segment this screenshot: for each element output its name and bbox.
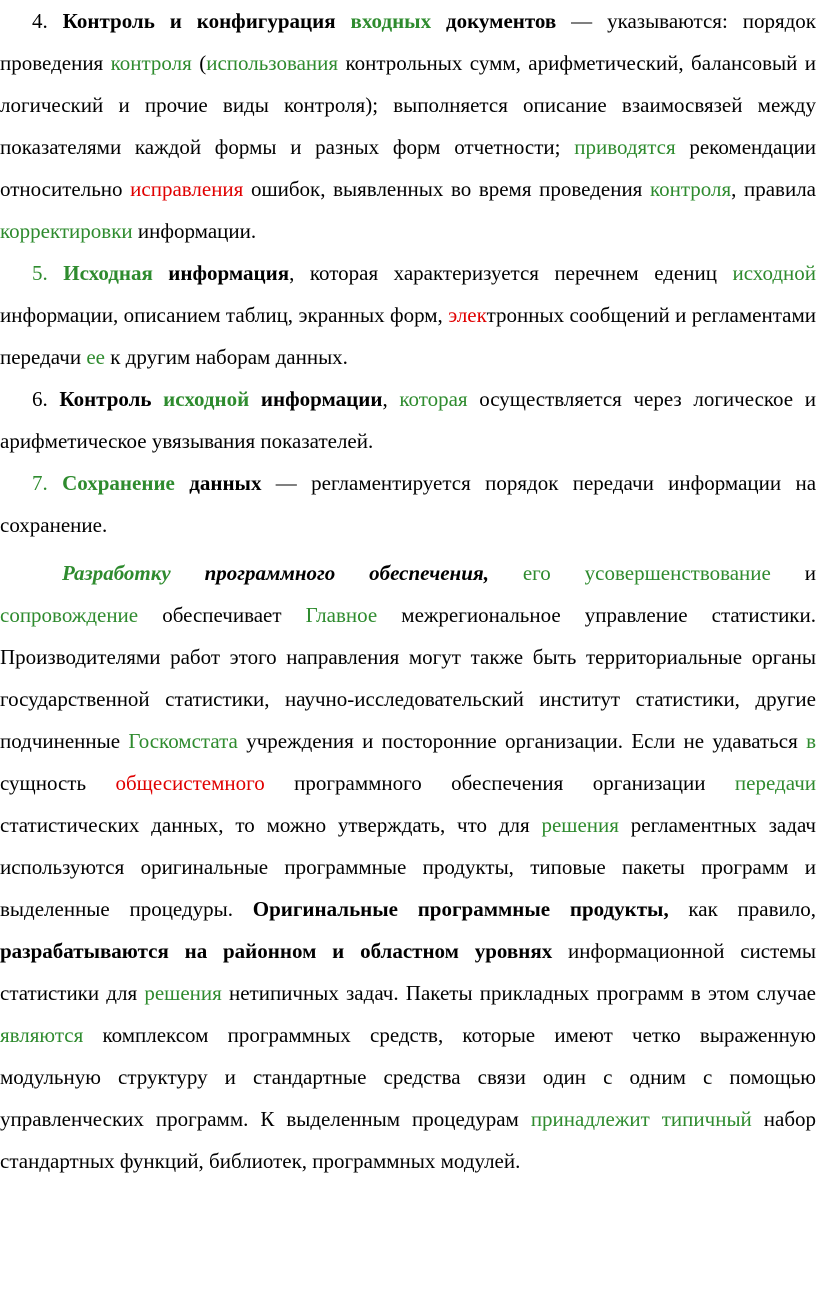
text-run: принадлежит [530, 1107, 650, 1131]
text-run: к другим наборам данных. [104, 345, 348, 369]
text-run: регламентных задач используются оригинальные программные продукты, типовые пакеты программ и выделенные процедуры. [0, 813, 816, 921]
text-run: корректировки [0, 219, 133, 243]
text-run [650, 1107, 662, 1131]
text-run: общесистемного [115, 771, 265, 795]
text-run: Разработку [62, 561, 171, 585]
text-run: — указываются: порядок проведения [0, 9, 816, 75]
text-run: которая [399, 387, 468, 411]
text-run: и [770, 561, 816, 585]
text-run: осуществляется через логическое и арифметическое увязывания показателей. [0, 387, 816, 453]
list-number: 4. [32, 9, 63, 33]
list-number: 7. [32, 471, 63, 495]
text-run: решения [144, 981, 222, 1005]
text-run: Контроль [59, 387, 164, 411]
text-run: межрегиональное управление статистики. Производителями работ этого направления могут также быть территориальные органы государственной статистики, научно-исследовательский институт статистики, другие подчиненные [0, 603, 816, 753]
list-item-5 [0, 252, 816, 378]
text-run: Госкомстата [128, 729, 238, 753]
text-run: его усовершенствование [522, 561, 771, 585]
text-run: Главное [305, 603, 378, 627]
text-run: программного обеспечения, [170, 561, 489, 585]
text-run: разрабатываются на районном и областном уровнях [0, 939, 553, 963]
text-run: передачи [734, 771, 816, 795]
text-run: , правила [731, 177, 816, 201]
text-run: входных [350, 9, 432, 33]
text-run: исправления [130, 177, 244, 201]
text-run: тронных сообщений и регламентами передачи [0, 303, 816, 369]
text-run: информационной системы статистики для [0, 939, 816, 1005]
text-run: обеспечивает [138, 603, 306, 627]
text-run: решения [541, 813, 619, 837]
text-run: ошибок, выявленных во время проведения [243, 177, 650, 201]
text-run: — регламентируется порядок передачи информации на сохранение. [0, 471, 816, 537]
text-run: информации, описанием таблиц, экранных форм, [0, 303, 449, 327]
text-run: использования [206, 51, 339, 75]
text-run: , [382, 387, 400, 411]
text-run: ( [191, 51, 207, 75]
text-run: Контроль и конфигурация [62, 9, 351, 33]
text-run: , которая характеризуется перечнем едениц [289, 261, 733, 285]
text-run: документов [431, 9, 557, 33]
text-run: учреждения и посторонние организации. Если не удаваться [237, 729, 807, 753]
text-run: комплексом программных средств, которые имеют четко выраженную модульную структуру и стандартные средства связи один с одним с помощью управленческих программ. К выделенным процедурам [0, 1023, 816, 1131]
text-run: информации. [132, 219, 257, 243]
text-run: являются [0, 1023, 84, 1047]
text-run: Сохранение [62, 471, 175, 495]
text-run: Оригинальные программные продукты, [252, 897, 669, 921]
text-run: контроля [110, 51, 192, 75]
list-item-6 [0, 378, 816, 462]
body-paragraph [0, 552, 816, 1182]
text-run: в [806, 729, 816, 753]
text-run: сопровождение [0, 603, 139, 627]
text-run: программного обеспечения организации [264, 771, 735, 795]
list-item-7 [0, 462, 816, 546]
text-run: контроля [649, 177, 732, 201]
list-item-4 [0, 0, 816, 252]
text-run: исходной [732, 261, 816, 285]
text-run: типичный [661, 1107, 752, 1131]
text-run: рекомендации относительно [0, 135, 816, 201]
text-run: информация [152, 261, 290, 285]
text-run: как правило, [668, 897, 816, 921]
text-run: данных [174, 471, 262, 495]
text-run: набор стандартных функций, библиотек, программных модулей. [0, 1107, 816, 1173]
text-run: статистических данных, то можно утверждать, что для [0, 813, 542, 837]
text-run: исходной [163, 387, 250, 411]
text-run: элек [448, 303, 487, 327]
text-run: приводятся [574, 135, 676, 159]
list-number: 6. [32, 387, 60, 411]
list-number: 5. [32, 261, 64, 285]
text-run: ее [86, 345, 105, 369]
text-run: нетипичных задач. Пакеты прикладных программ в этом случае [221, 981, 816, 1005]
text-run: контрольных сумм, арифметический, балансовый и логический и прочие виды контроля); выполняется описание взаимосвязей между показателями каждой формы и разных форм отчетности; [0, 51, 816, 159]
text-run: информации [249, 387, 383, 411]
text-run: Исходная [63, 261, 153, 285]
text-run [489, 561, 523, 585]
text-run: сущность [0, 771, 116, 795]
